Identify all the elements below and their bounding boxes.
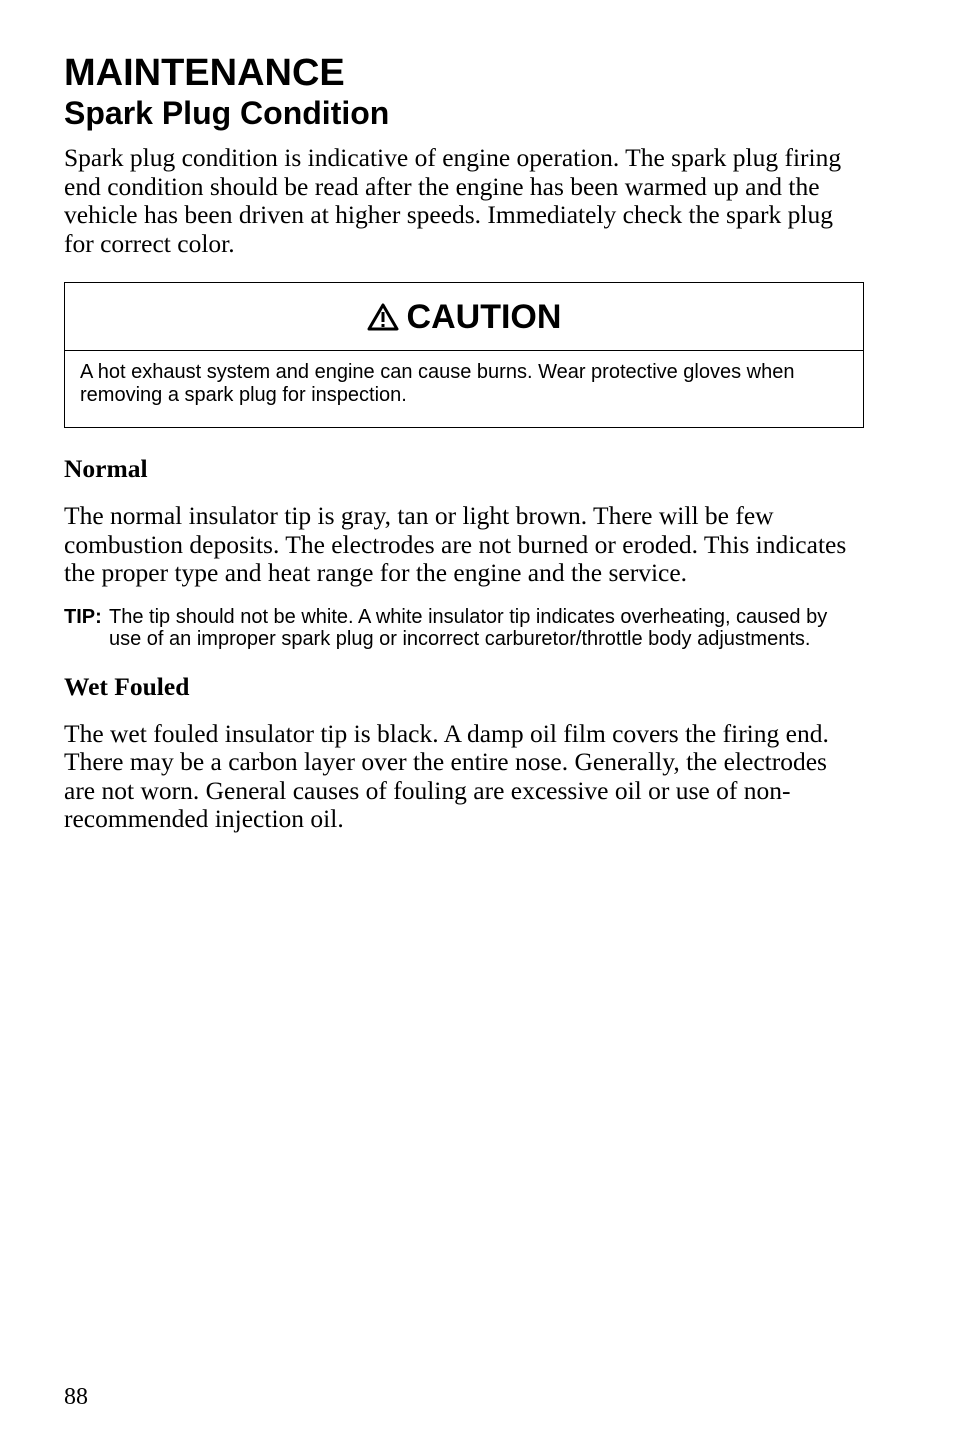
caution-title: CAUTION [406, 297, 562, 336]
wet-fouled-heading: Wet Fouled [64, 671, 190, 701]
intro-paragraph: Spark plug condition is indicative of engine operation. The spark plug firing end condition should be read after the engine has been warmed up and the vehicle has been driven at higher speeds. Immediately check the spark plug for correct color. [64, 143, 842, 258]
page-number: 88 [64, 1384, 88, 1410]
wet-fouled-paragraph: The wet fouled insulator tip is black. A damp oil film covers the firing end. There may be a carbon layer over the entire nose. Generally, the electrodes are not worn. General causes of fouling are excessive oil or use of non-recommended injection oil. [64, 718, 829, 833]
section-title: Spark Plug Condition [64, 95, 390, 131]
normal-heading: Normal [64, 454, 148, 483]
tip-note [64, 606, 864, 650]
caution-header [65, 283, 863, 351]
chapter-title: MAINTENANCE [64, 52, 345, 94]
caution-box [64, 282, 864, 428]
tip-label: TIP: [64, 605, 102, 628]
manual-page [64, 52, 864, 834]
tip-text: The tip should not be white. A white insulator tip indicates overheating, caused by use of an improper spark plug or incorrect carburetor/throttle body adjustments. [109, 605, 828, 650]
warning-triangle-icon [367, 303, 399, 331]
caution-text: A hot exhaust system and engine can cause burns. Wear protective gloves when removing a spark plug for inspection. [80, 361, 795, 406]
normal-paragraph: The normal insulator tip is gray, tan or light brown. There will be few combustion deposits. The electrodes are not burned or eroded. This indicates the proper type and heat range for the engine and the service. [64, 501, 847, 587]
